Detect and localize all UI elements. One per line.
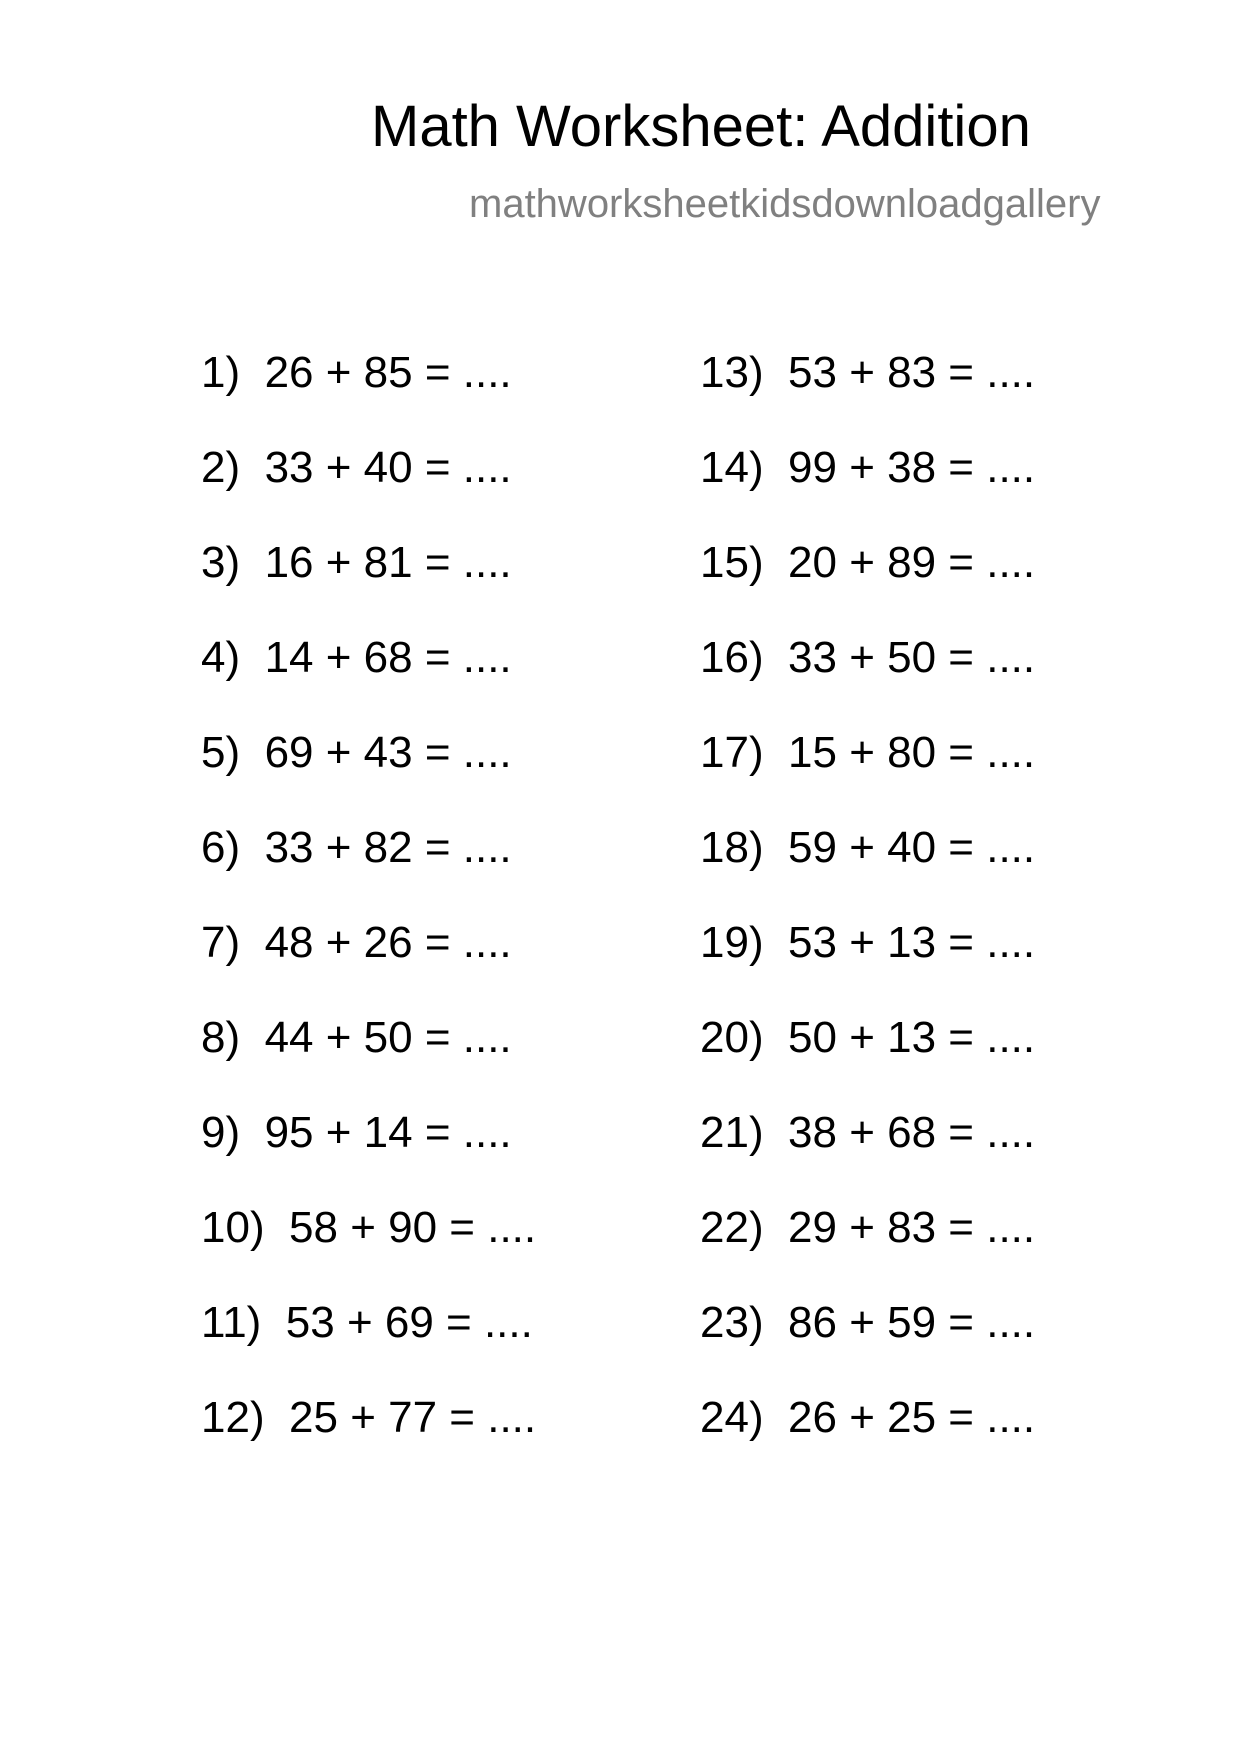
addition-problem: 2) 33 + 40 = .... — [201, 443, 512, 492]
addition-problem: 21) 38 + 68 = .... — [700, 1108, 1036, 1157]
addition-problem: 8) 44 + 50 = .... — [201, 1013, 512, 1062]
addition-problem: 1) 26 + 85 = .... — [201, 348, 512, 397]
addition-problem: 4) 14 + 68 = .... — [201, 633, 512, 682]
addition-problem: 15) 20 + 89 = .... — [700, 538, 1036, 587]
addition-problem: 7) 48 + 26 = .... — [201, 918, 512, 967]
worksheet-source: mathworksheetkidsdownloadgallery — [469, 182, 1101, 226]
problems-column-left — [201, 348, 537, 1491]
addition-problem: 17) 15 + 80 = .... — [700, 728, 1036, 777]
addition-problem: 5) 69 + 43 = .... — [201, 728, 512, 777]
addition-problem: 3) 16 + 81 = .... — [201, 538, 512, 587]
addition-problem: 20) 50 + 13 = .... — [700, 1013, 1036, 1062]
addition-problem: 12) 25 + 77 = .... — [201, 1393, 537, 1442]
addition-problem: 22) 29 + 83 = .... — [700, 1203, 1036, 1252]
worksheet-title: Math Worksheet: Addition — [371, 94, 1031, 159]
addition-problem: 18) 59 + 40 = .... — [700, 823, 1036, 872]
addition-problem: 16) 33 + 50 = .... — [700, 633, 1036, 682]
addition-problem: 14) 99 + 38 = .... — [700, 443, 1036, 492]
problems-column-right — [700, 348, 1036, 1491]
addition-problem: 13) 53 + 83 = .... — [700, 348, 1036, 397]
addition-problem: 23) 86 + 59 = .... — [700, 1298, 1036, 1347]
addition-problem: 9) 95 + 14 = .... — [201, 1108, 512, 1157]
addition-problem: 10) 58 + 90 = .... — [201, 1203, 537, 1252]
addition-problem: 19) 53 + 13 = .... — [700, 918, 1036, 967]
addition-problem: 6) 33 + 82 = .... — [201, 823, 512, 872]
addition-problem: 11) 53 + 69 = .... — [201, 1298, 533, 1347]
addition-problem: 24) 26 + 25 = .... — [700, 1393, 1036, 1442]
